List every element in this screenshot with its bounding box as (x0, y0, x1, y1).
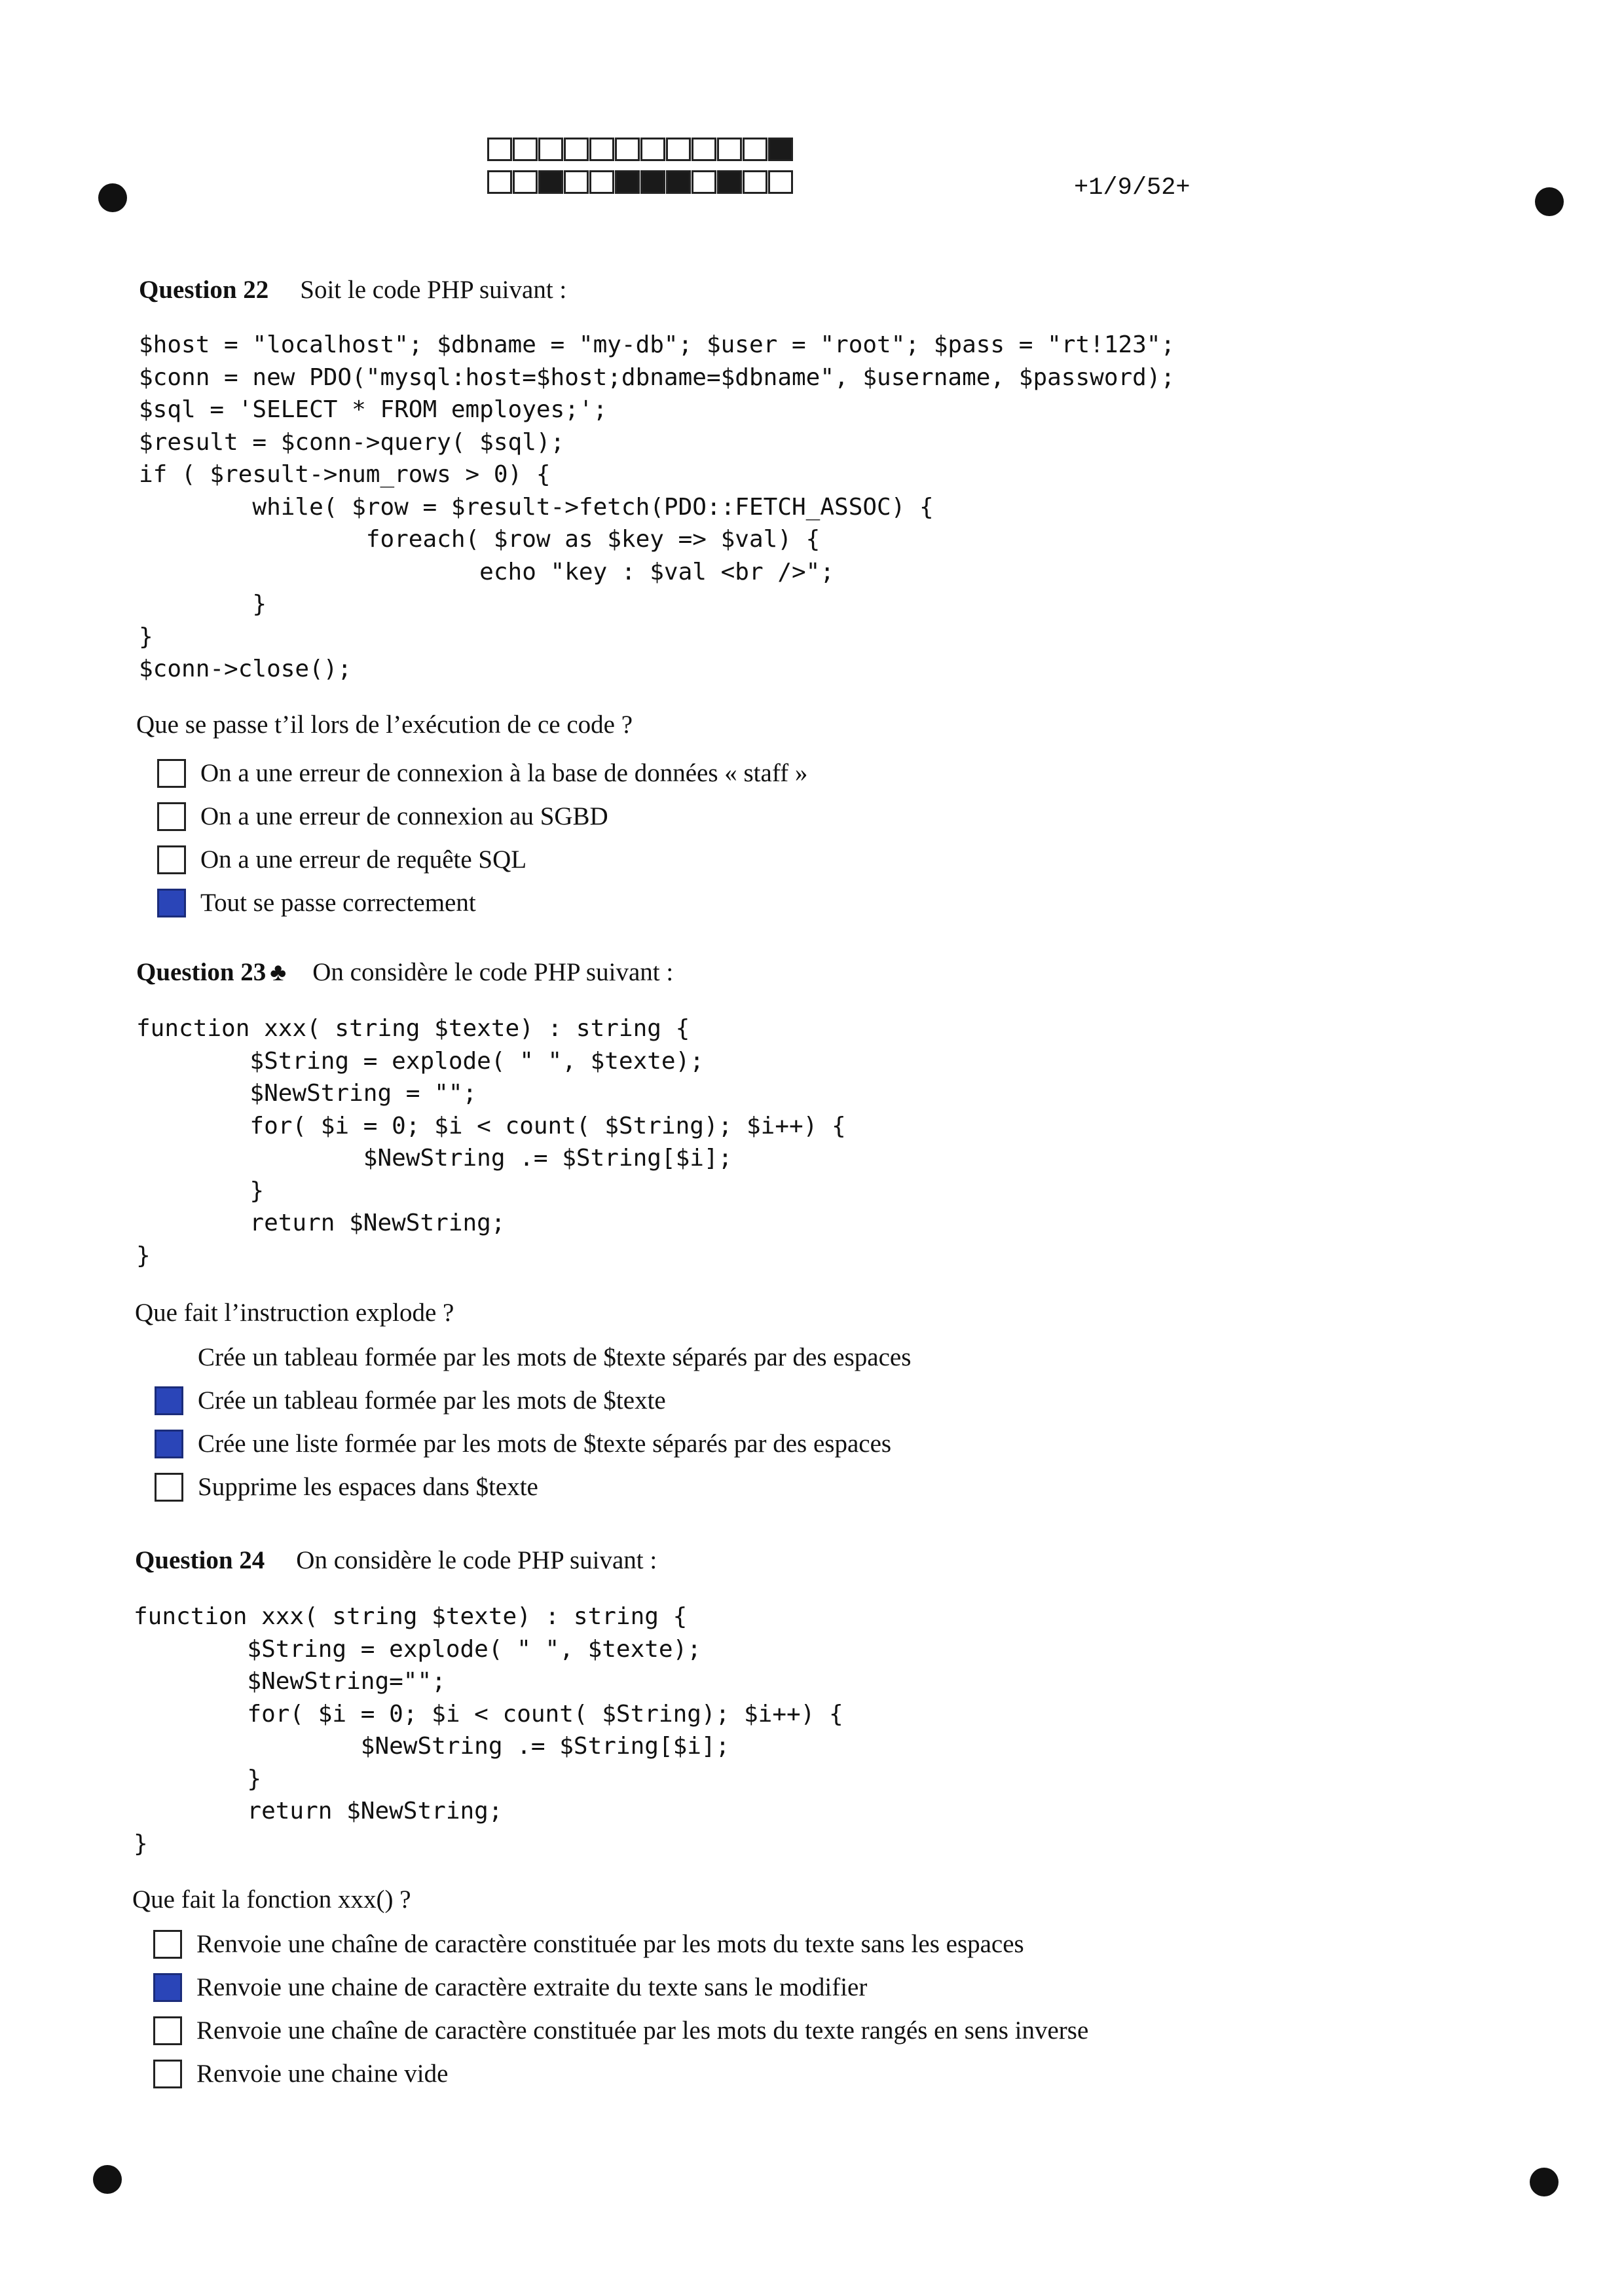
option-label: Supprime les espaces dans $texte (198, 1473, 538, 1501)
question-22-code (139, 329, 1175, 686)
code-line: $sql = 'SELECT * FROM employes;'; (139, 396, 608, 423)
code-line: $host = "localhost"; $dbname = "my-db"; $user = "root"; $pass = "rt!123"; (139, 331, 1175, 358)
question-22-option[interactable] (157, 888, 476, 917)
question-24-option[interactable] (153, 2059, 448, 2088)
registration-mark-top-right (1535, 187, 1564, 216)
question-22-option[interactable] (157, 758, 807, 788)
checked-checkbox[interactable] (157, 889, 186, 917)
question-24-prompt: Que fait la fonction xxx() ? (132, 1885, 411, 1914)
question-22-title: Question 22 (139, 276, 269, 304)
code-line: function xxx( string $texte) : string { (136, 1015, 690, 1042)
registration-mark-bottom-right (1530, 2168, 1559, 2196)
question-23-intro: On considère le code PHP suivant : (312, 958, 674, 986)
checkbox[interactable] (153, 2016, 182, 2045)
id-barcode-row-1 (487, 138, 794, 161)
question-24-title: Question 24 (135, 1546, 265, 1574)
code-line: if ( $result->num_rows > 0) { (139, 461, 551, 488)
option-label: On a une erreur de connexion à la base de données « staff » (200, 759, 808, 787)
question-22-option[interactable] (157, 845, 526, 874)
question-23-title: Question 23 (136, 958, 267, 986)
question-23-option[interactable] (155, 1342, 911, 1372)
code-line: $NewString = ""; (136, 1080, 477, 1107)
code-line: } (134, 1765, 262, 1792)
option-label: On a une erreur de connexion au SGBD (200, 802, 608, 830)
option-label: Crée une liste formée par les mots de $texte séparés par des espaces (198, 1430, 892, 1458)
code-line: $conn->close(); (139, 656, 352, 682)
code-line: $NewString .= $String[$i]; (134, 1733, 730, 1760)
club-icon: ♣ (270, 959, 287, 986)
question-24-heading (135, 1546, 657, 1575)
question-22-intro: Soit le code PHP suivant : (300, 276, 567, 304)
question-23-option[interactable] (155, 1386, 666, 1415)
code-line: $String = explode( " ", $texte); (134, 1635, 701, 1663)
registration-mark-bottom-left (93, 2165, 122, 2194)
question-23-option[interactable] (155, 1472, 538, 1502)
code-line: $result = $conn->query( $sql); (139, 428, 565, 456)
code-line: $conn = new PDO("mysql:host=$host;dbname=$dbname", $username, $password); (139, 363, 1175, 391)
question-23-code (136, 1012, 846, 1272)
option-label: Tout se passe correctement (200, 889, 476, 917)
code-line: while( $row = $result->fetch(PDO::FETCH_ASSOC) { (139, 493, 934, 521)
code-line: function xxx( string $texte) : string { (134, 1603, 688, 1630)
code-line: } (136, 1177, 265, 1204)
code-line: } (139, 591, 267, 618)
checkbox[interactable] (157, 759, 186, 788)
option-label: Renvoie une chaîne de caractère constituée par les mots du texte sans les espaces (196, 1930, 1024, 1958)
question-22-heading (139, 275, 566, 305)
question-24-option[interactable] (153, 2016, 1088, 2045)
registration-mark-top-left (98, 183, 127, 212)
code-line: return $NewString; (136, 1210, 506, 1236)
checkbox[interactable] (157, 802, 186, 831)
code-line: return $NewString; (134, 1798, 503, 1824)
code-line: for( $i = 0; $i < count( $String); $i++) { (134, 1700, 843, 1728)
code-line: } (139, 623, 153, 650)
question-23-heading (136, 957, 673, 987)
code-line: echo "key : $val <br />"; (139, 558, 835, 585)
option-label: Crée un tableau formée par les mots de $texte séparés par des espaces (198, 1343, 912, 1371)
checked-checkbox[interactable] (155, 1386, 183, 1415)
code-line: $NewString .= $String[$i]; (136, 1145, 733, 1172)
question-24-code (134, 1601, 843, 1860)
code-line: } (136, 1242, 151, 1269)
question-24-option[interactable] (153, 1972, 867, 2002)
checked-checkbox[interactable] (153, 1973, 182, 2002)
option-label: Renvoie une chaîne de caractère constituée par les mots du texte rangés en sens inverse (196, 2016, 1089, 2045)
page-identifier: +1/9/52+ (1074, 174, 1190, 202)
checkbox[interactable] (155, 1473, 183, 1502)
code-line: foreach( $row as $key => $val) { (139, 526, 821, 553)
checked-checkbox[interactable] (155, 1430, 183, 1458)
question-24-intro: On considère le code PHP suivant : (296, 1546, 657, 1574)
checkbox[interactable] (153, 1930, 182, 1959)
option-label: Crée un tableau formée par les mots de $texte (198, 1386, 666, 1415)
checkbox[interactable] (155, 1343, 183, 1372)
question-23-prompt: Que fait l’instruction explode ? (135, 1299, 454, 1327)
checkbox[interactable] (157, 845, 186, 874)
code-line: for( $i = 0; $i < count( $String); $i++) { (136, 1112, 846, 1139)
code-line: $String = explode( " ", $texte); (136, 1047, 704, 1075)
question-22-prompt: Que se passe t’il lors de l’exécution de ce code ? (136, 711, 633, 739)
id-barcode-row-2 (487, 170, 794, 194)
code-line: $NewString=""; (134, 1668, 446, 1695)
checkbox[interactable] (153, 2060, 182, 2088)
question-24-option[interactable] (153, 1929, 1024, 1959)
option-label: On a une erreur de requête SQL (200, 845, 527, 874)
option-label: Renvoie une chaine vide (196, 2060, 449, 2088)
question-22-option[interactable] (157, 802, 608, 831)
question-23-option[interactable] (155, 1429, 891, 1458)
code-line: } (134, 1830, 148, 1857)
option-label: Renvoie une chaine de caractère extraite du texte sans le modifier (196, 1973, 868, 2001)
